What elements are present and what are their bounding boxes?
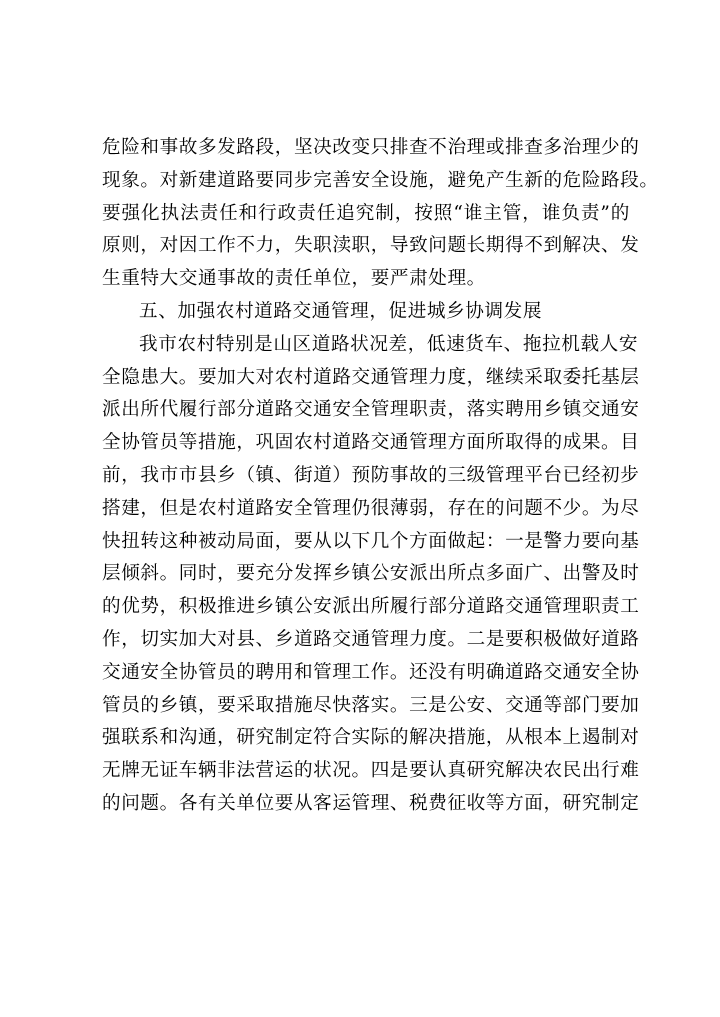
paragraph-line: 强联系和沟通，研究制定符合实际的解决措施，从根本上遏制对 — [102, 727, 640, 749]
paragraph-line: 搭建，但是农村道路安全管理仍很薄弱，存在的问题不少。为尽 — [102, 497, 640, 519]
document-body — [102, 132, 659, 821]
paragraph-line: 全隐患大。要加大对农村道路交通管理力度，继续采取委托基层 — [102, 366, 640, 388]
paragraph-line: 派出所代履行部分道路交通安全管理职责，落实聘用乡镇交通安 — [102, 399, 640, 421]
paragraph-line: 危险和事故多发路段，坚决改变只排查不治理或排查多治理少的 — [102, 137, 640, 158]
paragraph-line: 我市农村特别是山区道路状况差，低速货车、拖拉机载人安 — [139, 333, 639, 355]
paragraph-line: 层倾斜。同时，要充分发挥乡镇公安派出所点多面广、出警及时 — [102, 563, 640, 585]
paragraph-line: 的优势，积极推进乡镇公安派出所履行部分道路交通管理职责工 — [102, 596, 640, 618]
paragraph-line: 前，我市市县乡（镇、街道）预防事故的三级管理平台已经初步 — [102, 464, 640, 486]
paragraph-line: 原则，对因工作不力，失职渎职，导致问题长期得不到解决、发 — [102, 235, 640, 257]
paragraph-line: 快扭转这种被动局面，要从以下几个方面做起：一是警力要向基 — [102, 530, 640, 552]
paragraph-line: 作，切实加大对县、乡道路交通管理力度。二是要积极做好道路 — [102, 628, 640, 650]
paragraph-line: 现象。对新建道路要同步完善安全设施，避免产生新的危险路段。 — [102, 169, 659, 191]
paragraph-line: 生重特大交通事故的责任单位，要严肃处理。 — [102, 268, 486, 290]
paragraph-line: 全协管员等措施，巩固农村道路交通管理方面所取得的成果。目 — [102, 432, 640, 454]
section-heading: 五、加强农村道路交通管理，促进城乡协调发展 — [139, 300, 543, 322]
paragraph-line: 无牌无证车辆非法营运的状况。四是要认真研究解决农民出行难 — [102, 760, 640, 782]
paragraph-line: 的问题。各有关单位要从客运管理、税费征收等方面，研究制定 — [102, 792, 640, 814]
paragraph-line: 交通安全协管员的聘用和管理工作。还没有明确道路交通安全协 — [102, 661, 640, 683]
paragraph-line: 管员的乡镇，要采取措施尽快落实。三是公安、交通等部门要加 — [102, 694, 640, 716]
paragraph-line: 要强化执法责任和行政责任追究制，按照“谁主管，谁负责”的 — [102, 202, 630, 224]
